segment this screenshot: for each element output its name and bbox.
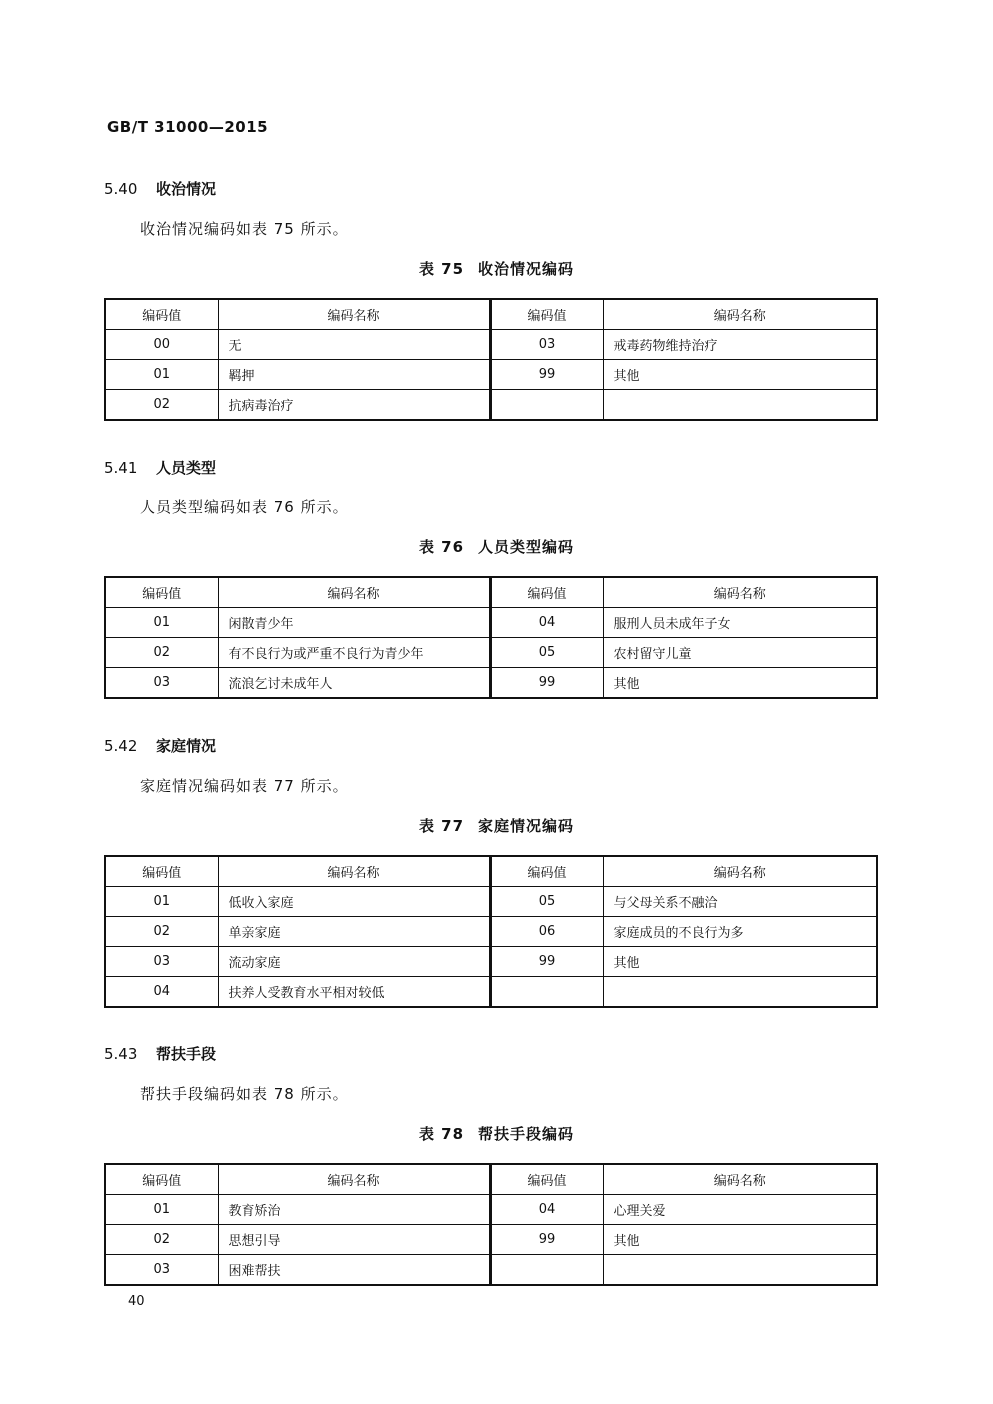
- section-intro: 家庭情况编码如表 77 所示。: [140, 777, 349, 795]
- name-cell: 其他: [603, 1225, 877, 1255]
- code-cell: 99: [490, 947, 603, 977]
- code-cell: 05: [490, 887, 603, 917]
- code-cell: 01: [105, 608, 218, 638]
- table-row: [105, 887, 877, 917]
- code-cell: 03: [105, 947, 218, 977]
- section-title: 人员类型: [156, 459, 217, 477]
- name-cell: 其他: [603, 360, 877, 390]
- name-cell: 教育矫治: [218, 1195, 490, 1225]
- table-header-row: [105, 1164, 877, 1195]
- section-heading: [104, 1043, 216, 1064]
- header-code: 编码值: [105, 1164, 218, 1195]
- code-table: [104, 576, 878, 699]
- section-heading: [104, 178, 216, 199]
- name-cell: 低收入家庭: [218, 887, 490, 917]
- name-cell: 羁押: [218, 360, 490, 390]
- table-number: 表 78: [418, 1125, 465, 1143]
- section-heading: [104, 735, 216, 756]
- table-number: 表 76: [418, 538, 465, 556]
- code-cell: 02: [105, 638, 218, 668]
- table-row: [105, 668, 877, 699]
- header-code: 编码值: [490, 856, 603, 887]
- section-title: 帮扶手段: [156, 1045, 217, 1063]
- table-title: 家庭情况编码: [478, 817, 575, 835]
- name-cell: 抗病毒治疗: [218, 390, 490, 421]
- table-header-row: [105, 577, 877, 608]
- name-cell: 思想引导: [218, 1225, 490, 1255]
- table-row: [105, 977, 877, 1008]
- code-cell: [490, 1255, 603, 1286]
- table-caption: [0, 815, 993, 836]
- header-name: 编码名称: [218, 577, 490, 608]
- name-cell: [603, 390, 877, 421]
- code-cell: 06: [490, 917, 603, 947]
- name-cell: 闲散青少年: [218, 608, 490, 638]
- code-cell: 99: [490, 360, 603, 390]
- header-name: 编码名称: [218, 856, 490, 887]
- name-cell: 扶养人受教育水平相对较低: [218, 977, 490, 1008]
- page-number: 40: [128, 1294, 145, 1309]
- table-row: [105, 608, 877, 638]
- header-name: 编码名称: [603, 577, 877, 608]
- header-name: 编码名称: [218, 1164, 490, 1195]
- header-code: 编码值: [490, 1164, 603, 1195]
- table-row: [105, 1195, 877, 1225]
- name-cell: [603, 977, 877, 1008]
- table-row: [105, 917, 877, 947]
- table-row: [105, 360, 877, 390]
- section-number: 5.40: [104, 180, 138, 198]
- code-table: [104, 1163, 878, 1286]
- name-cell: 流动家庭: [218, 947, 490, 977]
- code-cell: 01: [105, 887, 218, 917]
- code-cell: 03: [105, 668, 218, 699]
- name-cell: 有不良行为或严重不良行为青少年: [218, 638, 490, 668]
- section-title: 家庭情况: [156, 737, 217, 755]
- name-cell: 服刑人员未成年子女: [603, 608, 877, 638]
- table-row: [105, 1225, 877, 1255]
- code-cell: 99: [490, 1225, 603, 1255]
- name-cell: 农村留守儿童: [603, 638, 877, 668]
- name-cell: 流浪乞讨未成年人: [218, 668, 490, 699]
- section-number: 5.42: [104, 737, 138, 755]
- header-code: 编码值: [490, 299, 603, 330]
- standard-number: GB/T 31000—2015: [107, 118, 269, 136]
- table-title: 帮扶手段编码: [478, 1125, 575, 1143]
- table-header-row: [105, 856, 877, 887]
- header-code: 编码值: [105, 856, 218, 887]
- name-cell: 其他: [603, 668, 877, 699]
- section-intro: 收治情况编码如表 75 所示。: [140, 220, 349, 238]
- table-caption: [0, 258, 993, 279]
- section-number: 5.43: [104, 1045, 138, 1063]
- code-table: [104, 298, 878, 421]
- table-row: [105, 390, 877, 421]
- header-code: 编码值: [105, 299, 218, 330]
- table-number: 表 77: [418, 817, 465, 835]
- code-cell: 03: [490, 330, 603, 360]
- table-row: [105, 330, 877, 360]
- header-name: 编码名称: [603, 299, 877, 330]
- name-cell: 家庭成员的不良行为多: [603, 917, 877, 947]
- code-cell: 00: [105, 330, 218, 360]
- code-cell: 02: [105, 1225, 218, 1255]
- code-cell: 04: [105, 977, 218, 1008]
- section-intro: 人员类型编码如表 76 所示。: [140, 498, 349, 516]
- table-row: [105, 947, 877, 977]
- section-heading: [104, 457, 216, 478]
- name-cell: [603, 1255, 877, 1286]
- table-caption: [0, 536, 993, 557]
- code-cell: 04: [490, 608, 603, 638]
- header-code: 编码值: [490, 577, 603, 608]
- table-header-row: [105, 299, 877, 330]
- code-cell: 01: [105, 1195, 218, 1225]
- header-name: 编码名称: [603, 856, 877, 887]
- section-intro: 帮扶手段编码如表 78 所示。: [140, 1085, 349, 1103]
- table-row: [105, 638, 877, 668]
- code-table: [104, 855, 878, 1008]
- header-name: 编码名称: [603, 1164, 877, 1195]
- name-cell: 无: [218, 330, 490, 360]
- name-cell: 其他: [603, 947, 877, 977]
- name-cell: 心理关爱: [603, 1195, 877, 1225]
- code-cell: 99: [490, 668, 603, 699]
- name-cell: 单亲家庭: [218, 917, 490, 947]
- table-caption: [0, 1123, 993, 1144]
- code-cell: 01: [105, 360, 218, 390]
- code-cell: 04: [490, 1195, 603, 1225]
- section-title: 收治情况: [156, 180, 217, 198]
- header-code: 编码值: [105, 577, 218, 608]
- code-cell: [490, 977, 603, 1008]
- table-row: [105, 1255, 877, 1286]
- section-number: 5.41: [104, 459, 138, 477]
- code-cell: [490, 390, 603, 421]
- code-cell: 02: [105, 917, 218, 947]
- table-number: 表 75: [418, 260, 465, 278]
- header-name: 编码名称: [218, 299, 490, 330]
- name-cell: 困难帮扶: [218, 1255, 490, 1286]
- name-cell: 与父母关系不融洽: [603, 887, 877, 917]
- code-cell: 03: [105, 1255, 218, 1286]
- code-cell: 02: [105, 390, 218, 421]
- table-title: 收治情况编码: [478, 260, 575, 278]
- code-cell: 05: [490, 638, 603, 668]
- name-cell: 戒毒药物维持治疗: [603, 330, 877, 360]
- table-title: 人员类型编码: [478, 538, 575, 556]
